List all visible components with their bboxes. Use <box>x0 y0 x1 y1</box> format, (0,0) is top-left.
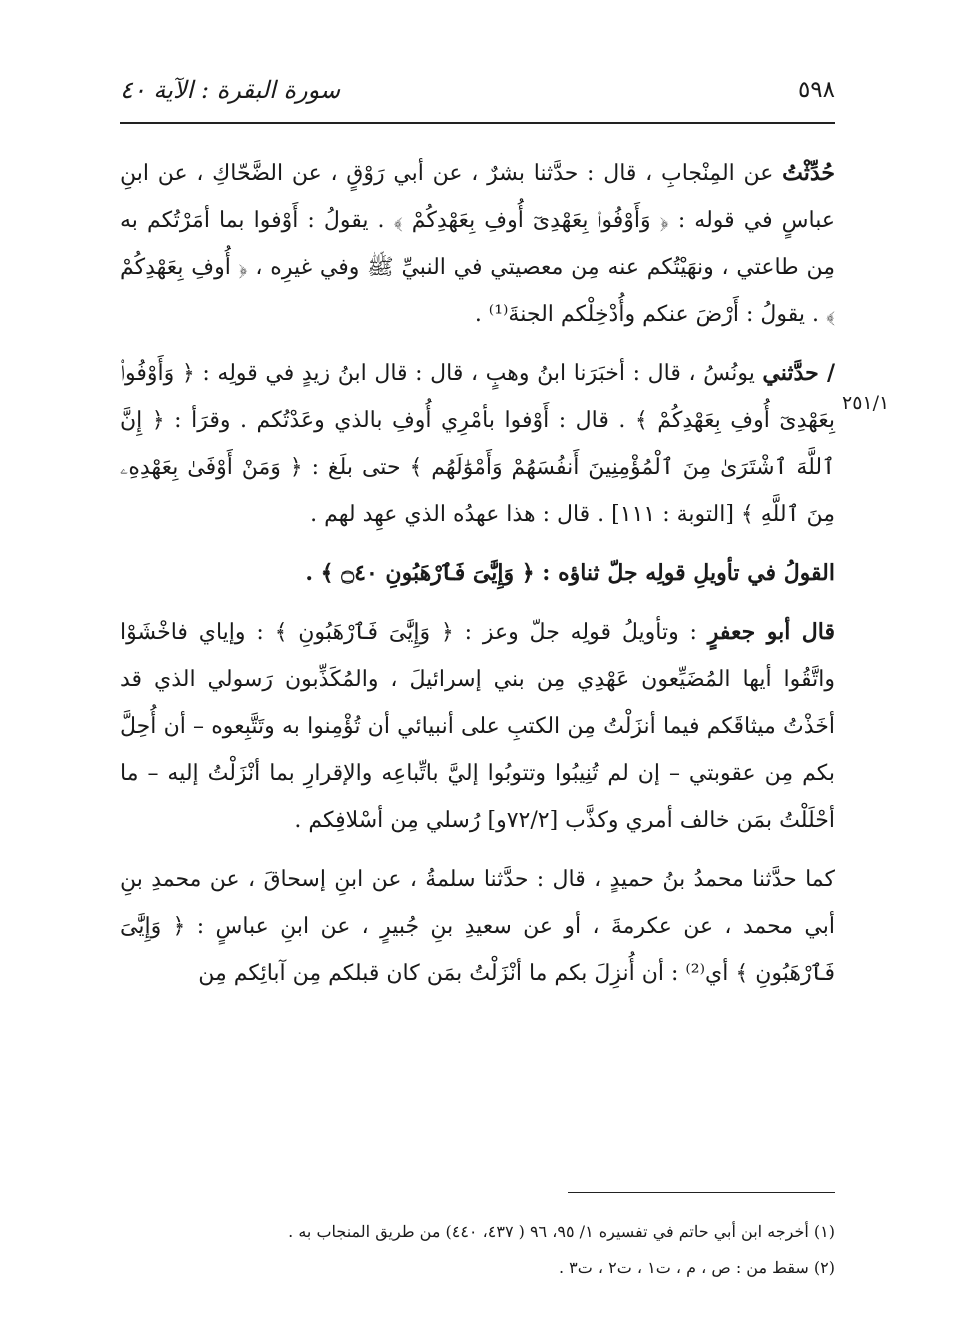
footnote-1: (١) أخرجه ابن أبي حاتم في تفسيره ١/ ٩٥، ٩٦ ( ٤٣٧، ٤٤٠) من طريق المنجاب به . <box>288 1222 835 1241</box>
margin-reference: ٢٥١/١ <box>842 392 890 414</box>
paragraph-text: يونُسُ ، قال : أخبَرَنا ابنُ وهبٍ ، قال : قال ابنُ زيدٍ في قولِه : ﴿ وَأَوْفُوا۟ بِعَهْدِىٓ أُوفِ بِعَهْدِكُمْ ﴾ . قال : أَوْفوا بأمْرِي أُوفِ بالذي وعَدْتُكم . وقرَأ : ﴿ إِنَّ ٱللَّهَ ٱشْتَرَىٰ مِنَ ٱلْمُؤْمِنِينَ أَنفُسَهُمْ وَأَمْوَٰلَهُم ﴾ حتى بلَغ : ﴿ وَمَنْ أَوْفَىٰ بِعَهْدِهِۦ مِنَ ٱللَّهِ ﴾ [التوبة : ١١١] . قال : هذا عهدُه الذي عهِد لهم . <box>120 361 835 527</box>
paragraph-lead: حُدِّثْتُ <box>782 160 835 186</box>
paragraph-2 <box>120 350 835 538</box>
running-title: سورة البقرة : الآية ٤٠ <box>120 76 341 104</box>
paragraph-4 <box>120 856 835 997</box>
footnote-rule <box>568 1192 835 1193</box>
section-heading <box>120 550 835 597</box>
paragraph-lead: / حدَّثني <box>762 360 835 386</box>
heading-text: القولُ في تأويلِ قولِه جلّ ثناؤه : ﴿ وَإِيَّٰىَ فَٱرْهَبُونِ ۝٤٠ ﴾ . <box>305 560 835 586</box>
paragraph-text: كما حدَّثنا محمدُ بنُ حميدٍ ، قال : حدَّثنا سلمةُ ، عن ابنِ إسحاقَ ، عن محمدِ بنِ أبي محمد ، عن عكرمةَ ، أو عن سعيدِ بنِ جُبيرٍ ، عن ابنِ عباسٍ : ﴿ وَإِيَّٰىَ فَٱرْهَبُونِ ﴾ أي⁽²⁾ : أن أُنزِلَ بكم ما أنْزَلْتُ بمَن كان قبلكم مِن آبائِكم مِن <box>120 867 835 986</box>
paragraph-3 <box>120 609 835 844</box>
running-header <box>120 66 835 114</box>
page-number: ٥٩٨ <box>797 77 835 103</box>
footnote-2: (٢) سقط من : ص ، م ، ت١ ، ت٢ ، ت٣ . <box>558 1258 835 1277</box>
main-text <box>120 150 835 1009</box>
paragraph-text: : وتأويلُ قولِه جلّ وعز : ﴿ وَإِيَّٰىَ فَٱرْهَبُونِ ﴾ : وإياي فاخْشَوْا واتَّقُوا أيها المُضَيِّعون عَهْدِي مِن بني إسرائيلَ ، والمُكَذِّبون رَسولي الذي قد أخَذْتُ ميثاقَكم فيما أنزَلْتُ مِن الكتبِ على أنبيائي أن تُؤْمِنوا به وتَتَّبِعوه – أن أُحِلَّ بكم مِن عقوبتي – إن لم تُنِيبُوا وتتوبُوا إليَّ باتِّباعِه والإقرارِ بما أنْزَلْتُ إليه – ما أحْلَلْتُ بمَن خالف أمري وكذَّب [٧٢/٢و] رُسلي مِن أسْلافِكم . <box>120 620 835 833</box>
paragraph-lead: قال أبو جعفرٍ <box>707 619 836 645</box>
footnotes <box>120 1216 835 1288</box>
paragraph-1 <box>120 150 835 338</box>
paragraph-text: عن المِنْجابِ ، قال : حدَّثنا بشرٌ ، عن أبي رَوْقٍ ، عن الضَّحّاكِ ، عن ابنِ عباسٍ في قوله : ﴿ وَأَوْفُوا۟ بِعَهْدِىٓ أُوفِ بِعَهْدِكُمْ ﴾ . يقولُ : أَوْفوا بما أمَرْتُكم به مِن طاعتي ، ونهَيْتُكم عنه مِن معصيتي في النبيِّ ﷺ وفي غيرِه ، ﴿ أُوفِ بِعَهْدِكُمْ ﴾ . يقولُ : أَرْضَ عنكم وأُدْخِلْكم الجنةَ⁽¹⁾ . <box>120 161 835 327</box>
header-rule <box>120 122 835 124</box>
